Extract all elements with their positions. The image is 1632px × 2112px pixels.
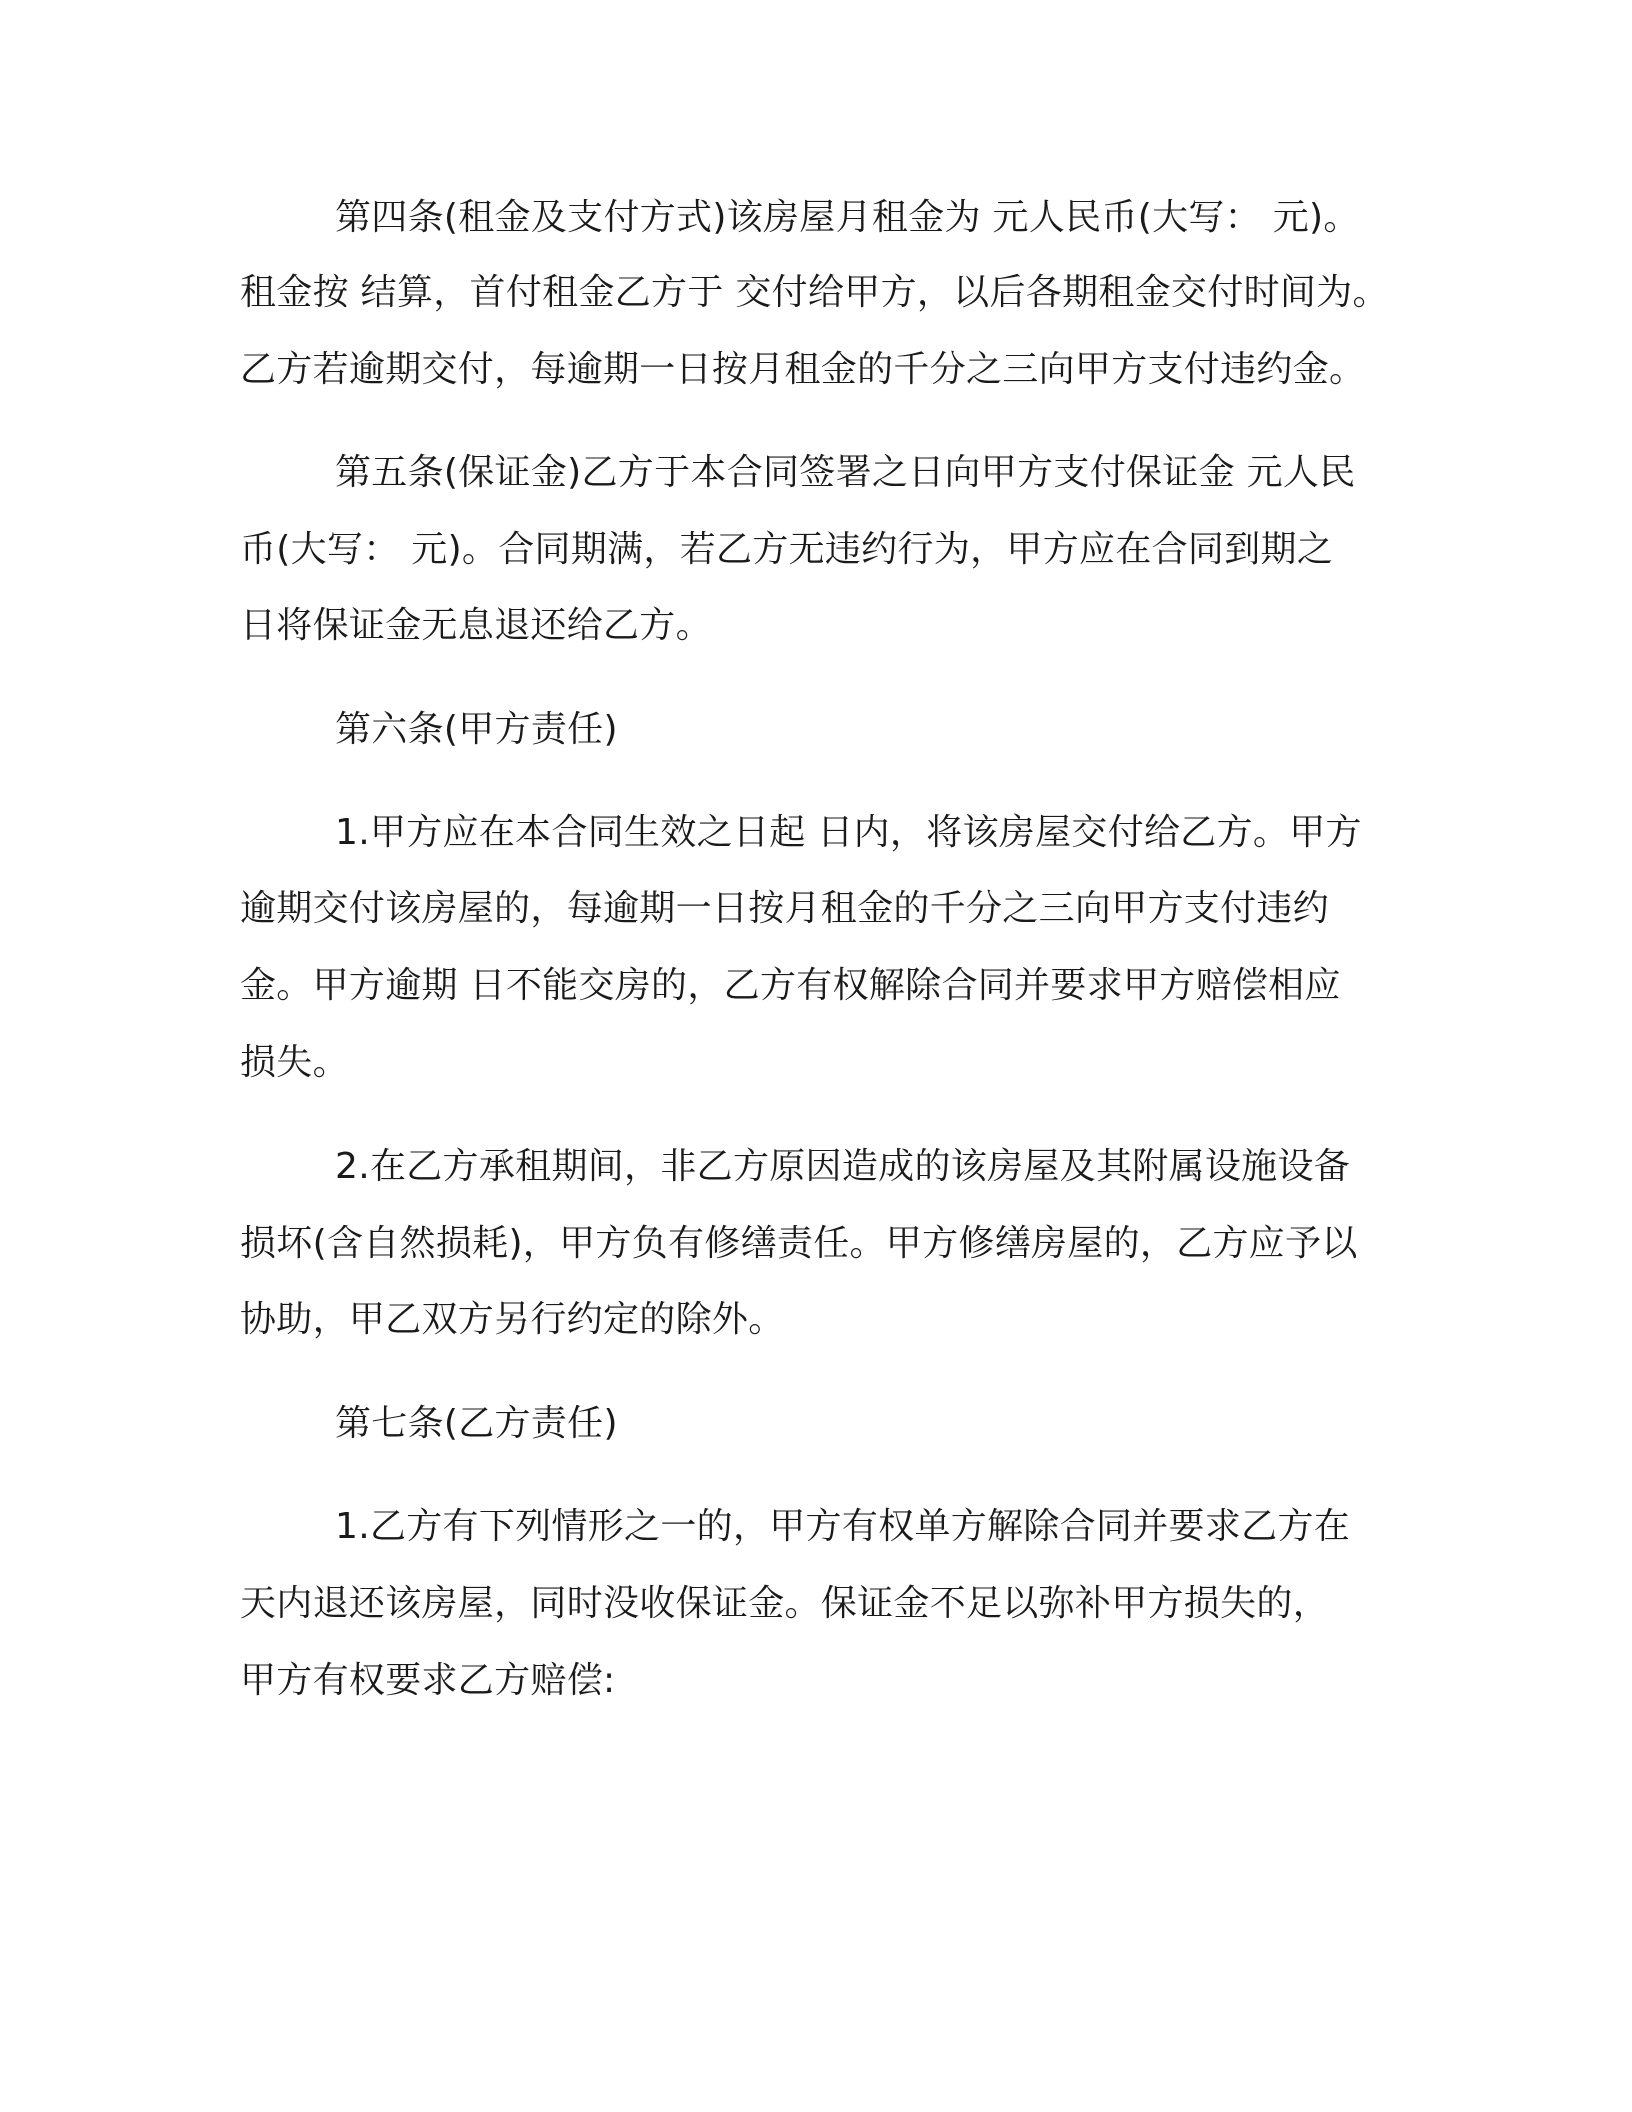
article6-item2-line2: 损坏(含自然损耗)，甲方负有修缮责任。甲方修缮房屋的，乙方应予以 bbox=[240, 1223, 1358, 1264]
article5-line3: 日将保证金无息退还给乙方。 bbox=[240, 605, 712, 646]
article7-item1-line3: 甲方有权要求乙方赔偿: bbox=[240, 1660, 616, 1701]
article7-heading: 第七条(乙方责任) bbox=[335, 1403, 618, 1444]
article5-line1: 第五条(保证金)乙方于本合同签署之日向甲方支付保证金 元人民 bbox=[335, 452, 1356, 493]
article4-line1: 第四条(租金及支付方式)该房屋月租金为 元人民币(大写： 元)。 bbox=[335, 197, 1360, 238]
article5-line2: 币(大写： 元)。合同期满，若乙方无违约行为，甲方应在合同到期之 bbox=[240, 529, 1334, 570]
article4-line3: 乙方若逾期交付，每逾期一日按月租金的千分之三向甲方支付违约金。 bbox=[240, 349, 1366, 390]
article6-item2-line3: 协助，甲乙双方另行约定的除外。 bbox=[240, 1299, 785, 1340]
article6-heading: 第六条(甲方责任) bbox=[335, 709, 618, 750]
article6-item1-line1: 1.甲方应在本合同生效之日起 日内，将该房屋交付给乙方。甲方 bbox=[335, 812, 1362, 853]
article4-line2: 租金按 结算，首付租金乙方于 交付给甲方，以后各期租金交付时间为。 bbox=[240, 272, 1389, 313]
article6-item2-line1: 2.在乙方承租期间，非乙方原因造成的该房屋及其附属设施设备 bbox=[335, 1146, 1351, 1187]
article6-item1-line2: 逾期交付该房屋的，每逾期一日按月租金的千分之三向甲方支付违约 bbox=[240, 888, 1330, 929]
article7-item1-line1: 1.乙方有下列情形之一的，甲方有权单方解除合同并要求乙方在 bbox=[335, 1506, 1351, 1547]
article6-item1-line3: 金。甲方逾期 日不能交房的，乙方有权解除合同并要求甲方赔偿相应 bbox=[240, 965, 1341, 1006]
article6-item1-line4: 损失。 bbox=[240, 1042, 349, 1083]
article7-item1-line2: 天内退还该房屋，同时没收保证金。保证金不足以弥补甲方损失的， bbox=[240, 1583, 1330, 1624]
